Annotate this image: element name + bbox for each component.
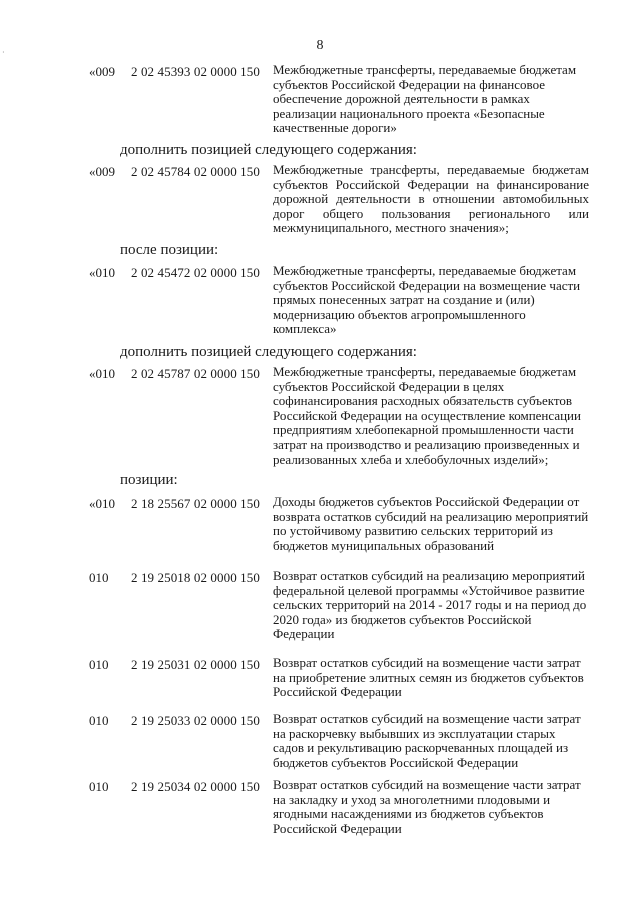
position-description: Доходы бюджетов субъектов Российской Федерации от возврата остатков субсидий на реализацию мероприятий по устойчивому развитию сельских территорий из бюджетов муниципальных образований: [273, 494, 589, 553]
admin-code: «010: [89, 366, 115, 381]
budget-classification-code: 2 02 45393 02 0000 150: [131, 64, 260, 79]
admin-code: 010: [89, 570, 109, 585]
position-description: Межбюджетные трансферты, передаваемые бюджетам субъектов Российской Федерации на финансирование дорожной деятельности в отношении автомобильных дорог общего пользования регионального или межмуниципального, местного значения»;: [273, 162, 589, 236]
admin-code: 010: [89, 713, 109, 728]
position-description: Межбюджетные трансферты, передаваемые бюджетам субъектов Российской Федерации в целях софинансирования расходных обязательств субъектов Российской Федерации на осуществление компенсации предприятиям хлебопекарной промышленности части затрат на производство и реализацию произведенных и реализованных хлеба и хлебобулочных изделий»;: [273, 364, 581, 467]
position-description: Возврат остатков субсидий на возмещение части затрат на закладку и уход за многолетними плодовыми и ягодными насаждениями из бюджетов субъектов Российской Федерации: [273, 777, 581, 836]
position-description: Возврат остатков субсидий на возмещение части затрат на приобретение элитных семян из бюджетов субъектов Российской Федерации: [273, 655, 584, 700]
amendment-instruction: дополнить позицией следующего содержания:: [120, 142, 417, 158]
margin-mark: ·: [2, 48, 5, 57]
amendment-instruction: позиции:: [120, 472, 178, 488]
budget-classification-code: 2 19 25034 02 0000 150: [131, 779, 260, 794]
position-description: Межбюджетные трансферты, передаваемые бюджетам субъектов Российской Федерации на возмещение части прямых понесенных затрат на создание и (или) модернизацию объектов агропромышленного комплекса»: [273, 263, 581, 337]
budget-classification-code: 2 18 25567 02 0000 150: [131, 496, 260, 511]
admin-code: «009: [89, 164, 115, 179]
amendment-instruction: дополнить позицией следующего содержания:: [120, 344, 417, 360]
budget-classification-code: 2 19 25018 02 0000 150: [131, 570, 260, 585]
amendment-instruction: после позиции:: [120, 242, 219, 258]
admin-code: 010: [89, 779, 109, 794]
page-number: 8: [316, 38, 324, 53]
budget-classification-code: 2 02 45472 02 0000 150: [131, 265, 260, 280]
admin-code: «009: [89, 64, 115, 79]
budget-classification-code: 2 19 25033 02 0000 150: [131, 713, 260, 728]
position-description: Возврат остатков субсидий на возмещение части затрат на раскорчевку выбывших из эксплуатации старых садов и рекультивацию раскорчеванных площадей из бюджетов субъектов Российской Федерации: [273, 711, 581, 770]
budget-classification-code: 2 19 25031 02 0000 150: [131, 657, 260, 672]
budget-classification-code: 2 02 45787 02 0000 150: [131, 366, 260, 381]
position-description: Возврат остатков субсидий на реализацию мероприятий федеральной целевой программы «Устойчивое развитие сельских территорий на 2014 - 2017 годы и на период до 2020 года» из бюджетов субъектов Российской Федерации: [273, 568, 587, 642]
budget-classification-code: 2 02 45784 02 0000 150: [131, 164, 260, 179]
admin-code: 010: [89, 657, 109, 672]
admin-code: «010: [89, 265, 115, 280]
position-description: Межбюджетные трансферты, передаваемые бюджетам субъектов Российской Федерации на финансовое обеспечение дорожной деятельности в рамках реализации национального проекта «Безопасные качественные дороги»: [273, 62, 577, 136]
admin-code: «010: [89, 496, 115, 511]
